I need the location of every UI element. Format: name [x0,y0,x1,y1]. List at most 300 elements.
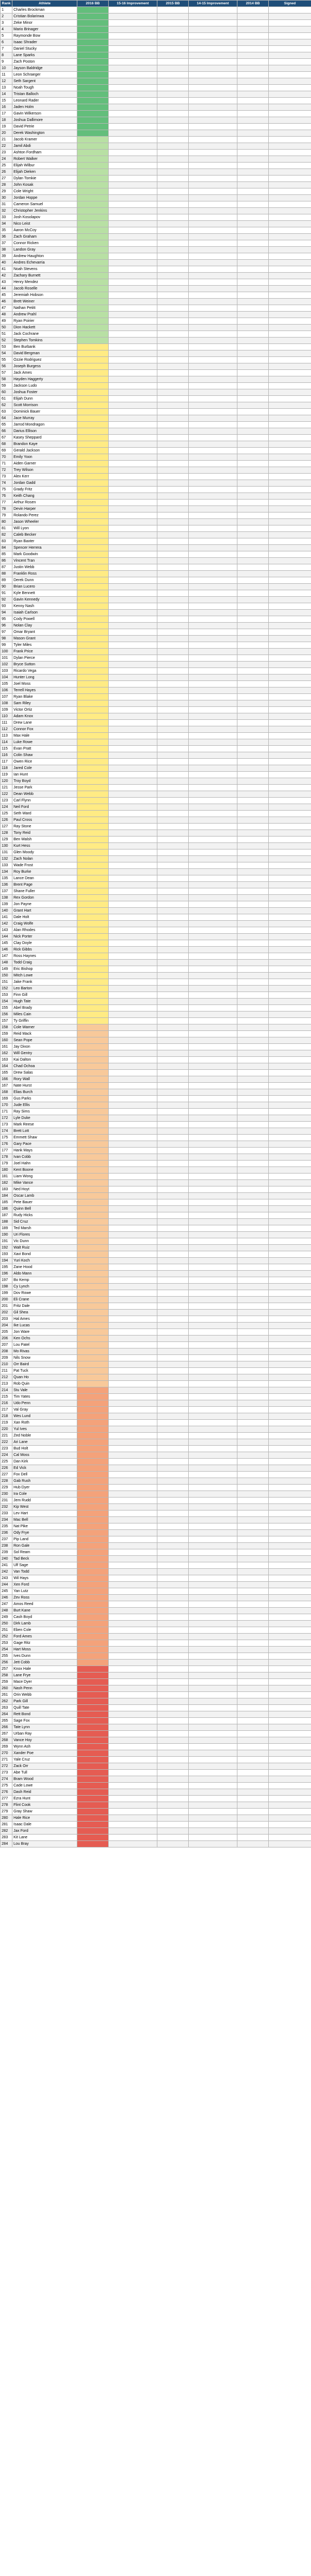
rank-cell[interactable]: 172 [1,1115,12,1122]
bb-2016-cell[interactable] [77,798,109,804]
athlete-name-cell[interactable]: Jon Ware [12,1329,77,1336]
rank-cell[interactable]: 199 [1,1290,12,1297]
signed-cell[interactable] [269,176,311,182]
bb-2014-cell[interactable] [237,1556,269,1562]
improvement-14-15-cell[interactable] [189,525,237,532]
bb-2015-cell[interactable] [157,1731,189,1737]
bb-2014-cell[interactable] [237,1673,269,1679]
bb-2016-cell[interactable] [77,992,109,999]
bb-2015-cell[interactable] [157,1180,189,1186]
improvement-14-15-cell[interactable] [189,1154,237,1161]
athlete-name-cell[interactable]: Quan Ho [12,1374,77,1381]
bb-2015-cell[interactable] [157,558,189,564]
rank-cell[interactable]: 77 [1,500,12,506]
rank-cell[interactable]: 88 [1,571,12,577]
bb-2014-cell[interactable] [237,454,269,461]
bb-2015-cell[interactable] [157,130,189,137]
signed-cell[interactable] [269,1504,311,1510]
rank-cell[interactable]: 82 [1,532,12,538]
bb-2015-cell[interactable] [157,1718,189,1724]
bb-2016-cell[interactable] [77,1206,109,1212]
improvement-14-15-cell[interactable] [189,1757,237,1763]
athlete-name-cell[interactable]: David Petrie [12,124,77,130]
bb-2014-cell[interactable] [237,487,269,493]
bb-2014-cell[interactable] [237,201,269,208]
improvement-15-16-cell[interactable] [109,532,157,538]
improvement-14-15-cell[interactable] [189,182,237,188]
bb-2016-cell[interactable] [77,14,109,20]
athlete-name-cell[interactable]: Fritz Dale [12,1303,77,1310]
improvement-15-16-cell[interactable] [109,1841,157,1847]
bb-2016-cell[interactable] [77,1835,109,1841]
athlete-name-cell[interactable]: Reid Mack [12,1031,77,1037]
signed-cell[interactable] [269,1673,311,1679]
rank-cell[interactable]: 141 [1,914,12,921]
signed-cell[interactable] [269,960,311,966]
bb-2014-cell[interactable] [237,519,269,525]
improvement-14-15-cell[interactable] [189,357,237,363]
signed-cell[interactable] [269,1297,311,1303]
signed-cell[interactable] [269,1815,311,1822]
athlete-name-cell[interactable]: Connor Ricken [12,240,77,247]
bb-2015-cell[interactable] [157,1018,189,1024]
improvement-14-15-cell[interactable] [189,1653,237,1660]
improvement-14-15-cell[interactable] [189,130,237,137]
bb-2016-cell[interactable] [77,713,109,720]
bb-2015-cell[interactable] [157,1238,189,1245]
bb-2015-cell[interactable] [157,726,189,733]
improvement-15-16-cell[interactable] [109,739,157,746]
improvement-14-15-cell[interactable] [189,1452,237,1459]
rank-cell[interactable]: 255 [1,1653,12,1660]
athlete-name-cell[interactable]: Pat Tuck [12,1368,77,1374]
signed-cell[interactable] [269,143,311,150]
bb-2014-cell[interactable] [237,687,269,694]
rank-cell[interactable]: 267 [1,1731,12,1737]
bb-2016-cell[interactable] [77,1271,109,1277]
improvement-15-16-cell[interactable] [109,1096,157,1102]
improvement-15-16-cell[interactable] [109,389,157,396]
improvement-14-15-cell[interactable] [189,59,237,65]
signed-cell[interactable] [269,856,311,862]
signed-cell[interactable] [269,1102,311,1109]
improvement-15-16-cell[interactable] [109,901,157,908]
bb-2016-cell[interactable] [77,1634,109,1640]
bb-2014-cell[interactable] [237,1692,269,1698]
signed-cell[interactable] [269,65,311,72]
improvement-14-15-cell[interactable] [189,286,237,292]
improvement-14-15-cell[interactable] [189,940,237,947]
rank-cell[interactable]: 261 [1,1692,12,1698]
rank-cell[interactable]: 177 [1,1148,12,1154]
improvement-14-15-cell[interactable] [189,1290,237,1297]
improvement-14-15-cell[interactable] [189,1037,237,1044]
improvement-15-16-cell[interactable] [109,1303,157,1310]
improvement-15-16-cell[interactable] [109,888,157,895]
rank-cell[interactable]: 241 [1,1562,12,1569]
bb-2016-cell[interactable] [77,85,109,91]
signed-cell[interactable] [269,869,311,875]
signed-cell[interactable] [269,1141,311,1148]
improvement-14-15-cell[interactable] [189,862,237,869]
improvement-15-16-cell[interactable] [109,1452,157,1459]
bb-2014-cell[interactable] [237,1161,269,1167]
bb-2014-cell[interactable] [237,824,269,830]
bb-2016-cell[interactable] [77,1264,109,1271]
improvement-15-16-cell[interactable] [109,1174,157,1180]
athlete-name-cell[interactable]: Zach Poston [12,59,77,65]
rank-cell[interactable]: 190 [1,1232,12,1238]
rank-cell[interactable]: 116 [1,752,12,759]
rank-cell[interactable]: 237 [1,1536,12,1543]
signed-cell[interactable] [269,1569,311,1575]
bb-2016-cell[interactable] [77,1245,109,1251]
bb-2015-cell[interactable] [157,733,189,739]
bb-2016-cell[interactable] [77,1180,109,1186]
bb-2016-cell[interactable] [77,260,109,266]
improvement-15-16-cell[interactable] [109,1601,157,1608]
improvement-14-15-cell[interactable] [189,234,237,240]
improvement-14-15-cell[interactable] [189,1660,237,1666]
bb-2014-cell[interactable] [237,1076,269,1083]
rank-cell[interactable]: 214 [1,1387,12,1394]
bb-2015-cell[interactable] [157,344,189,350]
bb-2014-cell[interactable] [237,914,269,921]
bb-2016-cell[interactable] [77,493,109,500]
bb-2014-cell[interactable] [237,1446,269,1452]
bb-2015-cell[interactable] [157,441,189,448]
improvement-14-15-cell[interactable] [189,1485,237,1491]
rank-cell[interactable]: 16 [1,104,12,111]
improvement-14-15-cell[interactable] [189,1465,237,1472]
improvement-15-16-cell[interactable] [109,1323,157,1329]
athlete-name-cell[interactable]: Park Gill [12,1698,77,1705]
signed-cell[interactable] [269,1621,311,1627]
bb-2016-cell[interactable] [77,1024,109,1031]
bb-2016-cell[interactable] [77,1536,109,1543]
improvement-14-15-cell[interactable] [189,1070,237,1076]
bb-2015-cell[interactable] [157,409,189,415]
improvement-14-15-cell[interactable] [189,1822,237,1828]
athlete-name-cell[interactable]: Charles Brockman [12,7,77,14]
bb-2015-cell[interactable] [157,662,189,668]
improvement-15-16-cell[interactable] [109,480,157,487]
bb-2014-cell[interactable] [237,1569,269,1575]
signed-cell[interactable] [269,1368,311,1374]
signed-cell[interactable] [269,1135,311,1141]
improvement-15-16-cell[interactable] [109,1161,157,1167]
bb-2014-cell[interactable] [237,1491,269,1498]
rank-cell[interactable]: 41 [1,266,12,273]
rank-cell[interactable]: 85 [1,551,12,558]
bb-2016-cell[interactable] [77,1588,109,1595]
signed-cell[interactable] [269,791,311,798]
bb-2016-cell[interactable] [77,163,109,169]
improvement-15-16-cell[interactable] [109,668,157,675]
improvement-14-15-cell[interactable] [189,1802,237,1809]
athlete-name-cell[interactable]: Tim Yates [12,1394,77,1400]
improvement-15-16-cell[interactable] [109,629,157,636]
rank-cell[interactable]: 155 [1,1005,12,1011]
signed-cell[interactable] [269,1413,311,1420]
rank-cell[interactable]: 110 [1,713,12,720]
signed-cell[interactable] [269,824,311,830]
signed-cell[interactable] [269,1783,311,1789]
improvement-15-16-cell[interactable] [109,305,157,312]
athlete-name-cell[interactable]: Grady Fritz [12,487,77,493]
improvement-14-15-cell[interactable] [189,480,237,487]
bb-2014-cell[interactable] [237,506,269,512]
improvement-14-15-cell[interactable] [189,156,237,163]
athlete-name-cell[interactable]: Shane Fuller [12,888,77,895]
bb-2016-cell[interactable] [77,629,109,636]
signed-cell[interactable] [269,675,311,681]
bb-2015-cell[interactable] [157,681,189,687]
athlete-name-cell[interactable]: Elijah Wilbur [12,163,77,169]
rank-cell[interactable]: 185 [1,1199,12,1206]
rank-cell[interactable]: 201 [1,1303,12,1310]
bb-2014-cell[interactable] [237,1135,269,1141]
rank-cell[interactable]: 124 [1,804,12,811]
improvement-14-15-cell[interactable] [189,934,237,940]
bb-2015-cell[interactable] [157,1640,189,1647]
bb-2014-cell[interactable] [237,1498,269,1504]
bb-2016-cell[interactable] [77,772,109,778]
signed-cell[interactable] [269,1018,311,1024]
athlete-name-cell[interactable]: Zane Hood [12,1264,77,1271]
bb-2014-cell[interactable] [237,804,269,811]
bb-2014-cell[interactable] [237,668,269,675]
signed-cell[interactable] [269,1420,311,1426]
improvement-14-15-cell[interactable] [189,817,237,824]
bb-2014-cell[interactable] [237,176,269,182]
athlete-name-cell[interactable]: Jon Payne [12,901,77,908]
signed-cell[interactable] [269,726,311,733]
bb-2015-cell[interactable] [157,1498,189,1504]
bb-2014-cell[interactable] [237,649,269,655]
improvement-15-16-cell[interactable] [109,104,157,111]
athlete-name-cell[interactable]: Ulf Sage [12,1562,77,1569]
athlete-name-cell[interactable]: Cody Powell [12,616,77,623]
improvement-15-16-cell[interactable] [109,1297,157,1303]
athlete-name-cell[interactable]: Jay Dixon [12,1044,77,1050]
bb-2015-cell[interactable] [157,837,189,843]
improvement-14-15-cell[interactable] [189,1115,237,1122]
improvement-14-15-cell[interactable] [189,26,237,33]
signed-cell[interactable] [269,642,311,649]
improvement-15-16-cell[interactable] [109,1491,157,1498]
rank-cell[interactable]: 192 [1,1245,12,1251]
rank-cell[interactable]: 150 [1,973,12,979]
rank-cell[interactable]: 21 [1,137,12,143]
bb-2014-cell[interactable] [237,91,269,98]
improvement-15-16-cell[interactable] [109,1809,157,1815]
improvement-15-16-cell[interactable] [109,111,157,117]
bb-2016-cell[interactable] [77,1420,109,1426]
signed-cell[interactable] [269,1718,311,1724]
bb-2015-cell[interactable] [157,428,189,435]
bb-2016-cell[interactable] [77,1400,109,1407]
bb-2015-cell[interactable] [157,999,189,1005]
athlete-name-cell[interactable]: Jeremiah Hobson [12,292,77,299]
bb-2015-cell[interactable] [157,655,189,662]
rank-cell[interactable]: 167 [1,1083,12,1089]
athlete-name-cell[interactable]: Cash Boyd [12,1614,77,1621]
bb-2015-cell[interactable] [157,869,189,875]
improvement-14-15-cell[interactable] [189,7,237,14]
bb-2014-cell[interactable] [237,642,269,649]
improvement-14-15-cell[interactable] [189,117,237,124]
bb-2016-cell[interactable] [77,551,109,558]
bb-2016-cell[interactable] [77,1284,109,1290]
improvement-15-16-cell[interactable] [109,947,157,953]
bb-2014-cell[interactable] [237,428,269,435]
athlete-name-cell[interactable]: Dale Holt [12,914,77,921]
improvement-14-15-cell[interactable] [189,1549,237,1556]
athlete-name-cell[interactable]: Xavi Bond [12,1251,77,1258]
improvement-14-15-cell[interactable] [189,746,237,752]
bb-2014-cell[interactable] [237,1251,269,1258]
signed-cell[interactable] [269,636,311,642]
bb-2016-cell[interactable] [77,895,109,901]
athlete-name-cell[interactable]: Zach Nolan [12,856,77,862]
bb-2016-cell[interactable] [77,519,109,525]
bb-2014-cell[interactable] [237,1277,269,1284]
signed-cell[interactable] [269,344,311,350]
athlete-name-cell[interactable]: Dov Rowe [12,1290,77,1297]
bb-2016-cell[interactable] [77,65,109,72]
bb-2015-cell[interactable] [157,1705,189,1711]
bb-2015-cell[interactable] [157,603,189,610]
rank-cell[interactable]: 28 [1,182,12,188]
bb-2015-cell[interactable] [157,402,189,409]
bb-2016-cell[interactable] [77,1290,109,1297]
improvement-14-15-cell[interactable] [189,966,237,973]
improvement-15-16-cell[interactable] [109,1822,157,1828]
bb-2016-cell[interactable] [77,1070,109,1076]
rank-cell[interactable]: 279 [1,1809,12,1815]
athlete-name-cell[interactable]: Oscar Lamb [12,1193,77,1199]
rank-cell[interactable]: 98 [1,636,12,642]
bb-2015-cell[interactable] [157,1647,189,1653]
signed-cell[interactable] [269,1037,311,1044]
athlete-name-cell[interactable]: Abel Brady [12,1005,77,1011]
improvement-15-16-cell[interactable] [109,78,157,85]
improvement-15-16-cell[interactable] [109,1374,157,1381]
bb-2014-cell[interactable] [237,733,269,739]
athlete-name-cell[interactable]: Joseph Burgess [12,363,77,370]
athlete-name-cell[interactable]: Emily Yoon [12,454,77,461]
signed-cell[interactable] [269,694,311,700]
rank-cell[interactable]: 169 [1,1096,12,1102]
bb-2015-cell[interactable] [157,39,189,46]
bb-2015-cell[interactable] [157,694,189,700]
bb-2016-cell[interactable] [77,1167,109,1174]
rank-cell[interactable]: 213 [1,1381,12,1387]
improvement-14-15-cell[interactable] [189,1394,237,1400]
bb-2014-cell[interactable] [237,1660,269,1666]
bb-2015-cell[interactable] [157,1763,189,1770]
rank-cell[interactable]: 227 [1,1472,12,1478]
bb-2016-cell[interactable] [77,52,109,59]
bb-2016-cell[interactable] [77,1556,109,1562]
bb-2016-cell[interactable] [77,694,109,700]
athlete-name-cell[interactable]: Ian Hunt [12,772,77,778]
rank-cell[interactable]: 249 [1,1614,12,1621]
bb-2014-cell[interactable] [237,33,269,39]
bb-2015-cell[interactable] [157,1277,189,1284]
athlete-name-cell[interactable]: Cole Warner [12,1024,77,1031]
bb-2015-cell[interactable] [157,934,189,940]
signed-cell[interactable] [269,240,311,247]
bb-2015-cell[interactable] [157,1744,189,1750]
improvement-15-16-cell[interactable] [109,1251,157,1258]
bb-2015-cell[interactable] [157,1621,189,1627]
improvement-15-16-cell[interactable] [109,856,157,862]
signed-cell[interactable] [269,558,311,564]
rank-cell[interactable]: 22 [1,143,12,150]
bb-2014-cell[interactable] [237,435,269,441]
bb-2016-cell[interactable] [77,642,109,649]
bb-2015-cell[interactable] [157,1517,189,1523]
bb-2016-cell[interactable] [77,1705,109,1711]
bb-2016-cell[interactable] [77,668,109,675]
bb-2016-cell[interactable] [77,376,109,383]
athlete-name-cell[interactable]: Hugh Tate [12,999,77,1005]
bb-2015-cell[interactable] [157,376,189,383]
signed-cell[interactable] [269,1290,311,1297]
improvement-14-15-cell[interactable] [189,551,237,558]
rank-cell[interactable]: 146 [1,947,12,953]
bb-2016-cell[interactable] [77,1543,109,1549]
improvement-14-15-cell[interactable] [189,1083,237,1089]
improvement-15-16-cell[interactable] [109,1031,157,1037]
improvement-14-15-cell[interactable] [189,1718,237,1724]
bb-2015-cell[interactable] [157,1251,189,1258]
athlete-name-cell[interactable]: Brandon Kaye [12,441,77,448]
rank-cell[interactable]: 49 [1,318,12,325]
improvement-14-15-cell[interactable] [189,1167,237,1174]
bb-2015-cell[interactable] [157,52,189,59]
athlete-name-cell[interactable]: Cameron Samuel [12,201,77,208]
athlete-name-cell[interactable]: Ashton Fordham [12,150,77,156]
improvement-15-16-cell[interactable] [109,1115,157,1122]
improvement-14-15-cell[interactable] [189,1498,237,1504]
improvement-15-16-cell[interactable] [109,338,157,344]
bb-2015-cell[interactable] [157,279,189,286]
signed-cell[interactable] [269,363,311,370]
improvement-15-16-cell[interactable] [109,1413,157,1420]
bb-2014-cell[interactable] [237,474,269,480]
bb-2015-cell[interactable] [157,1374,189,1381]
bb-2015-cell[interactable] [157,875,189,882]
bb-2016-cell[interactable] [77,292,109,299]
improvement-14-15-cell[interactable] [189,1245,237,1251]
improvement-14-15-cell[interactable] [189,1310,237,1316]
athlete-name-cell[interactable]: Udo Penn [12,1400,77,1407]
improvement-15-16-cell[interactable] [109,1608,157,1614]
bb-2016-cell[interactable] [77,1044,109,1050]
improvement-15-16-cell[interactable] [109,1485,157,1491]
bb-2014-cell[interactable] [237,1070,269,1076]
improvement-15-16-cell[interactable] [109,72,157,78]
signed-cell[interactable] [269,1206,311,1212]
rank-cell[interactable]: 130 [1,843,12,849]
rank-cell[interactable]: 54 [1,350,12,357]
improvement-14-15-cell[interactable] [189,837,237,843]
bb-2015-cell[interactable] [157,1679,189,1685]
bb-2014-cell[interactable] [237,979,269,986]
